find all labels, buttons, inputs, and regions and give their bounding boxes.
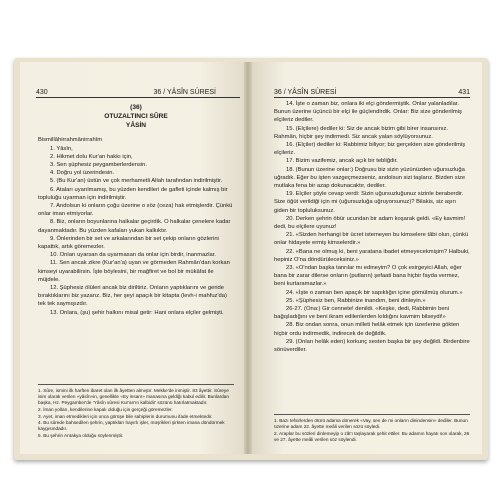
footnote: 4. Bu sûrede bahsedilen şehrin, yaptıkları hayırlı işler, müşrikleri şirkten imana döndürmek kaygısındadır.	[38, 420, 225, 432]
verse-paragraph: 19. Elçiler şöyle cevap verdi: Sizin uğursuzluğunuz sizinle beraberdir. Size öğüt verildiği için mi (uğursuzluğa uğruyorsunuz)? Bilakis, siz aşırı giden bir topluluksunuz.	[274, 191, 464, 214]
footnote: 1. Bazı tefsirlerden ötürü adama dönerek «Vay, sen de mi onların dinindensin» dediler. Bunun üzerine adam 22. âyette meâli verilen sözü söyledi.	[274, 418, 468, 430]
verse-paragraph: 4. Doğru yol üzerindesin.	[50, 170, 115, 177]
verse-paragraph: 9. Önlerinden bir set ve arkalarından bir set çekip onların gözlerini kapattık, artık göremezler.	[38, 235, 219, 251]
chapter-name: YÂSİN	[125, 121, 147, 129]
book-gutter	[244, 62, 252, 454]
footnote: 2. Araplar bu sözleri dinlemeyip o zât'ı taşlayarak şehit ettiler. Bu adamın hayatı son olarak, 26 ve 27. âyette meâli verilen söz söylendi.	[274, 430, 470, 442]
verse-paragraph: 3. Sen şüphesiz peygamberlerdensin.	[50, 162, 147, 168]
verse-paragraph: 24. «İşte o zaman ben apaçık bir sapıklığın içine gömülmüş olurum.»	[286, 289, 463, 296]
footnote: 1. Sûre, ismini ilk harften ibaret olan ilk âyetten almıştır. Mekke'de inmiştir. 83 âyettir. Sûreye isim olarak verilen «yâsîn»in, genellikle «Ey insan!» manasına geldiği kabul edilir. Bunlardan başka, Hz. Peygamber'de 'Yâsîn sûresi Kur'an'ın kalbidir' sözünü hatırlatmaktadır.	[38, 388, 229, 406]
verse-paragraph: 18. (Bunun üzerine onlar:) Doğrusu biz sizin yüzünüzden uğursuzluğa uğradık. Eğer bu işten vazgeçmezseniz, andolsun sizi taşlarız. Bizden size mutlaka fena bir azap dokunacaktır, dediler.	[274, 166, 466, 190]
verse-paragraph: 12. Şüphesiz ölüleri ancak biz diriltiriz. Onların yaptıklarını ve geride bıraktıklarını biz yazarız. Biz, her şeyi apaçık bir kitapta (levh-i mahfuz'da) tek tek saymışızdır.	[38, 285, 227, 308]
right-page-number: 431	[458, 89, 470, 96]
chapter-title: OTUZALTINCI SÛRE	[104, 112, 168, 120]
verse-paragraph: 25. «Şüphesiz ben, Rabbinize inandım, beni dinleyin.»	[286, 297, 426, 304]
verse-paragraph: 2. Hikmet dolu Kur'an hakkı için,	[50, 153, 133, 160]
verse-paragraph: 29. (Onları helâk eden) korkunç sesten başka bir şey değildi. Birdenbire sönüverdiler.	[274, 338, 470, 354]
verse-paragraph: 16. (Elçiler) dediler ki: Rabbimiz biliyor; biz gerçekten size gönderilmiş elçileriz.	[274, 142, 466, 157]
left-running-title: 36 / YÂSÎN SÛRESİ	[153, 89, 216, 96]
verse-paragraph: 1. Yâsîn,	[50, 145, 73, 152]
verse-paragraph: 23. «O'ndan başka tanrılar mı edineyim? O çok esirgeyici Allah, eğer bana bir zarar dilerse onların (putların) şefaati bana hiçbir fayda vermez, beni kurtaramazlar.»	[274, 265, 462, 288]
verse-paragraph: 11. Sen ancak zikre (Kur'an'a) uyan ve görmeden Rahmân'dan korkan kimseyi uyarabilirsin. İşte böylesini, bir mağfiret ve bol bir mükâfat ile müjdele.	[38, 260, 230, 283]
right-page	[252, 62, 482, 454]
chapter-heading	[38, 104, 234, 130]
left-footnotes	[38, 384, 234, 440]
chapter-number: (36)	[130, 104, 142, 111]
verse-paragraph: 22. «Bana ne olmuş ki, beni yaratana ibadet etmeyecekmişim? Halbuki, hepiniz O'na döndürüleceksiniz.»	[274, 248, 470, 263]
verse-paragraph: 10. Onları uyarsan da uyarmasan da onlar için birdir, inanmazlar.	[50, 252, 216, 259]
right-running-title: 36 / YÂSÎN SÛRESİ	[274, 89, 337, 96]
verse-paragraph: 20. Derken şehrin öbür ucundan bir adam koşarak geldi. «Ey kavmim! dedi, bu elçilere uyunuz!	[274, 215, 466, 231]
right-page-body	[274, 100, 470, 354]
verse-paragraph: 7. Andolsun ki onların çoğu üzerine o söz (ceza) hak etmişlerdir. Çünkü onlar iman etmiyorlar.	[38, 203, 233, 218]
verse-paragraph: 8. Biz, onların boyunlarına halkalar geçirdik. O halkalar çenelere kadar dayanmaktadır. Bu yüzden kafaları yukarı kalkıktır.	[38, 219, 231, 234]
verse-paragraph: 6. Ataları uyarılmamış, bu yüzden kendileri de gafleti içinde kalmış bir topluluğu uyarman için indirilmiştir.	[38, 186, 228, 201]
footnote: 5. Bu şehrin Antakya olduğu söylenmiştir.	[38, 433, 124, 439]
verse-paragraph: 26-27. (Ona:) Gir cennete! denildi. «Keşke, dedi, Rabbimin beni bağışladığını ve beni ikram edilenlerden kıldığını kavmim bilseydi!»	[274, 306, 450, 321]
verse-paragraph: 14. İşte o zaman biz, onlara iki elçi göndermiştik. Onlar yalanladılar. Bunun üzerine üçüncü bir elçi ile güçlendirdik. Onlar: Biz size gönderilmiş elçileriz dediler.	[274, 101, 462, 124]
footnote: 2. İman yolları, kendilerine kapalı olduğu için gerçeği göremezler.	[38, 406, 173, 412]
verse-paragraph: 28. Biz ondan sonra, onun milleti helâk etmek için üzerlerine gökten hiçbir ordu indirmedik, indirecek de değildik.	[274, 322, 460, 337]
right-running-header	[274, 88, 470, 98]
verse-paragraph: 5. (Bu Kur'an) üstün ve çok merhametli Allah tarafından indirilmiştir.	[50, 178, 223, 185]
footnote: 3. Ayet, iman etmedikleri için onca görüşe bile sahiplerin durumunu ifade etmektedir.	[38, 413, 213, 419]
left-page-number: 430	[36, 89, 48, 96]
basmala: Bismillâhirrahmânirrahîm	[38, 137, 103, 144]
verse-paragraph: 17. Bizim vazifemiz, ancak açık bir tebliğdir.	[286, 158, 398, 165]
verse-paragraph: 21. «Sizden herhangi bir ücret istemeyen bu kimselere tâbi olun, çünkü onlar hidayete ermiş kimselerdir.»	[274, 232, 469, 247]
left-running-header	[36, 88, 240, 98]
verse-paragraph: 15. (Elçilere) dediler ki: Siz de ancak bizim gibi birer insansınız. Rahmân, hiçbir şey indirmedi. Siz ancak yalan söylüyorsunuz.	[274, 125, 449, 140]
verse-paragraph: 13. Onlara, (şu) şehir halkını misal getir: Hani onlara elçiler gelmişti.	[50, 309, 224, 316]
left-page	[20, 62, 244, 454]
open-book	[14, 58, 488, 460]
right-footnotes	[274, 414, 470, 444]
left-page-body	[38, 102, 234, 317]
